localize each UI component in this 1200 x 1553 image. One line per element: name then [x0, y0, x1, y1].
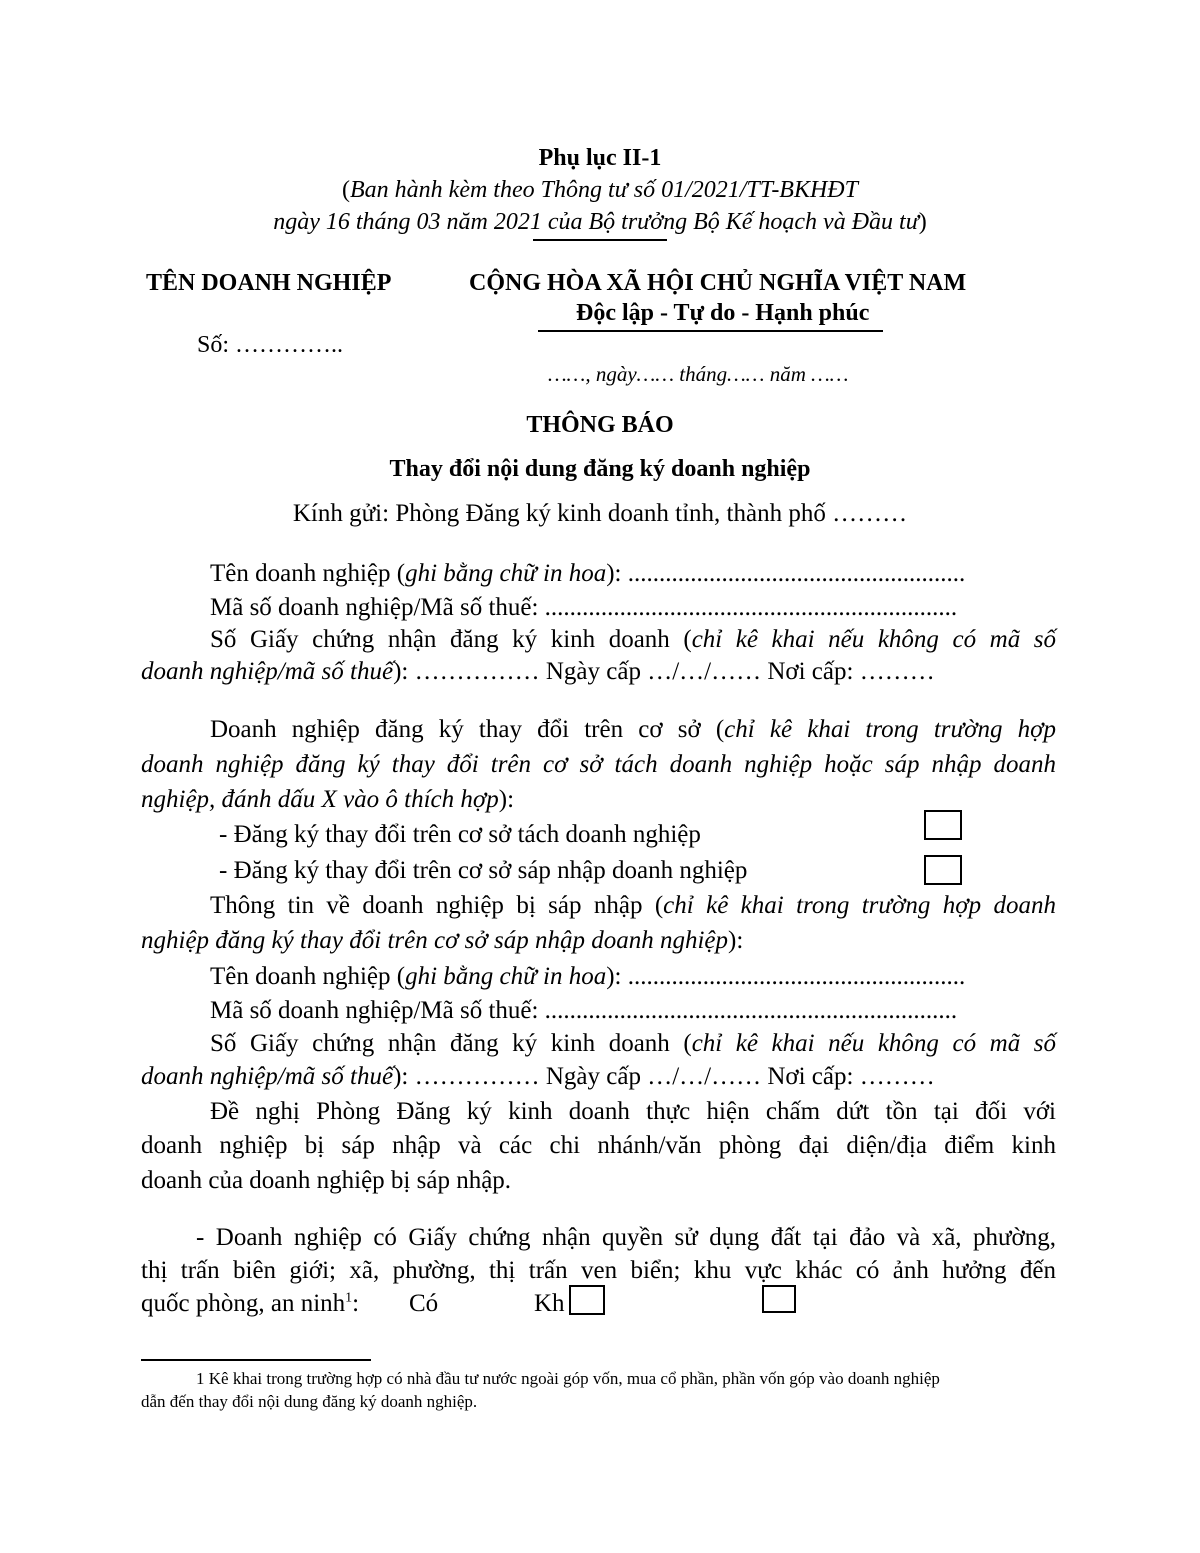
merged-intro-line-2	[141, 927, 743, 955]
change-basis-hint-c: nghiệp, đánh dấu X vào ô thích hợp	[141, 786, 499, 813]
change-basis-line-1	[210, 716, 1056, 744]
change-basis-line-3	[141, 786, 514, 814]
change-basis-hint-c-tail: ):	[498, 786, 515, 813]
company-name-hint: ghi bằng chữ in hoa	[405, 560, 607, 587]
notice-subtitle: Thay đổi nội dung đăng ký doanh nghiệp	[389, 456, 811, 482]
appendix-issued-line-2: ngày 16 tháng 03 năm 2021 của Bộ trưởng Bộ Kế hoạch và Đầu tư)	[273, 209, 927, 235]
merged-cert-hint: chỉ kê khai nếu không có mã số	[691, 1030, 1056, 1057]
document-number-label: Số:	[197, 332, 230, 358]
footnote-separator	[141, 1359, 371, 1361]
merged-intro-hint-b: nghiệp đăng ký thay đổi trên cơ sở sáp nhập doanh nghiệp	[141, 927, 729, 954]
land-use-colon: :	[352, 1290, 360, 1317]
company-cert-field-line-2	[141, 658, 935, 686]
appendix-issued-line-1: (Ban hành kèm theo Thông tư số 01/2021/TT-BKHĐT	[342, 177, 858, 203]
merged-cert-date-place: ): …………… Ngày cấp …/…/…… Nơi cấp: ………	[393, 1063, 935, 1090]
land-use-line-3-text: quốc phòng, an ninh	[141, 1290, 346, 1317]
issued-line-2-text: ngày 16 tháng 03 năm 2021 của Bộ trưởng Bộ Kế hoạch và Đầu tư	[273, 209, 919, 235]
merged-name-field	[210, 963, 965, 991]
notice-recipient: Kính gửi: Phòng Đăng ký kinh doanh tỉnh, thành phố ………	[292, 500, 908, 527]
merged-intro-line-1	[210, 892, 1056, 920]
land-use-line-2: thị trấn biên giới; xã, phường, thị trấn ven biển; khu vực khác có ảnh hưởng đến	[141, 1257, 1056, 1284]
date-line: ……, ngày…… tháng…… năm ……	[548, 362, 849, 386]
appendix-underline	[533, 239, 667, 241]
appendix-title: Phụ lục II-1	[538, 145, 662, 171]
change-basis-intro: Doanh nghiệp đăng ký thay đổi trên cơ sở (	[210, 716, 725, 743]
issued-line-1-text: Ban hành kèm theo Thông tư số 01/2021/TT-BKHĐT	[350, 177, 858, 203]
land-use-no-checkbox[interactable]	[762, 1285, 796, 1313]
company-name-field	[210, 560, 965, 588]
merged-intro-hint-b-tail: ):	[728, 927, 744, 954]
notice-title: THÔNG BÁO	[526, 412, 674, 438]
company-name-dots: ): ......................................................	[606, 560, 966, 587]
merged-cert-line-1	[210, 1030, 1056, 1058]
company-name-heading: TÊN DOANH NGHIỆP	[146, 270, 392, 296]
land-use-line-1: - Doanh nghiệp có Giấy chứng nhận quyền sử dụng đất tại đảo và xã, phường,	[196, 1224, 1056, 1251]
land-use-no-label: Kh	[534, 1290, 565, 1317]
footnote-reference: 1	[345, 1290, 353, 1306]
option-merge-checkbox[interactable]	[924, 855, 962, 885]
company-name-label: Tên doanh nghiệp (	[210, 560, 406, 587]
merged-intro-text: Thông tin về doanh nghiệp bị sáp nhập (	[210, 892, 664, 919]
change-basis-line-2: doanh nghiệp đăng ký thay đổi trên cơ sở tách doanh nghiệp hoặc sáp nhập doanh	[141, 751, 1056, 778]
land-use-yes-label: Có	[409, 1290, 439, 1317]
company-cert-field-line-1	[210, 626, 1056, 654]
footnote-line-1: 1 Kê khai trong trường hợp có nhà đầu tư nước ngoài góp vốn, mua cổ phần, phần vốn góp vào doanh nghiệp	[196, 1369, 940, 1388]
document-number	[197, 332, 343, 359]
option-split-checkbox[interactable]	[924, 810, 962, 840]
merged-name-label: Tên doanh nghiệp (	[210, 963, 406, 990]
merged-request-line-1: Đề nghị Phòng Đăng ký kinh doanh thực hiện chấm dứt tồn tại đối với	[210, 1098, 1056, 1125]
merged-intro-hint-a: chỉ kê khai trong trường hợp doanh	[663, 892, 1056, 919]
company-cert-hint-2: doanh nghiệp/mã số thuế	[141, 658, 394, 685]
company-cert-date-place: ): …………… Ngày cấp …/…/…… Nơi cấp: ………	[393, 658, 935, 685]
merged-name-dots: ): ......................................................	[606, 963, 966, 990]
company-cert-hint: chỉ kê khai nếu không có mã số	[691, 626, 1056, 653]
merged-request-line-2: doanh nghiệp bị sáp nhập và các chi nhánh/văn phòng đại diện/địa điểm kinh	[141, 1132, 1056, 1159]
option-split-label: - Đăng ký thay đổi trên cơ sở tách doanh nghiệp	[219, 821, 701, 848]
change-basis-hint-a: chỉ kê khai trong trường hợp	[724, 716, 1056, 743]
national-motto: Độc lập - Tự do - Hạnh phúc	[576, 300, 870, 326]
company-tax-field: Mã số doanh nghiệp/Mã số thuế: ..................................................................	[210, 594, 958, 621]
merged-cert-label: Số Giấy chứng nhận đăng ký kinh doanh (	[210, 1030, 692, 1057]
merged-name-hint: ghi bằng chữ in hoa	[405, 963, 607, 990]
footnote-line-2: dẫn đến thay đổi nội dung đăng ký doanh nghiệp.	[141, 1392, 478, 1411]
land-use-yes-checkbox[interactable]	[569, 1285, 605, 1315]
merged-request-line-3: doanh của doanh nghiệp bị sáp nhập.	[141, 1167, 512, 1194]
republic-heading: CỘNG HÒA XÃ HỘI CHỦ NGHĨA VIỆT NAM	[469, 270, 967, 296]
motto-underline	[538, 330, 883, 332]
land-use-line-3	[141, 1290, 359, 1318]
merged-tax-field: Mã số doanh nghiệp/Mã số thuế: ..................................................................	[210, 997, 958, 1024]
option-merge-label: - Đăng ký thay đổi trên cơ sở sáp nhập doanh nghiệp	[219, 857, 748, 884]
document-number-dots: …………..	[235, 332, 344, 358]
merged-cert-line-2	[141, 1063, 935, 1091]
company-cert-label: Số Giấy chứng nhận đăng ký kinh doanh (	[210, 626, 692, 653]
merged-cert-hint-2: doanh nghiệp/mã số thuế	[141, 1063, 394, 1090]
